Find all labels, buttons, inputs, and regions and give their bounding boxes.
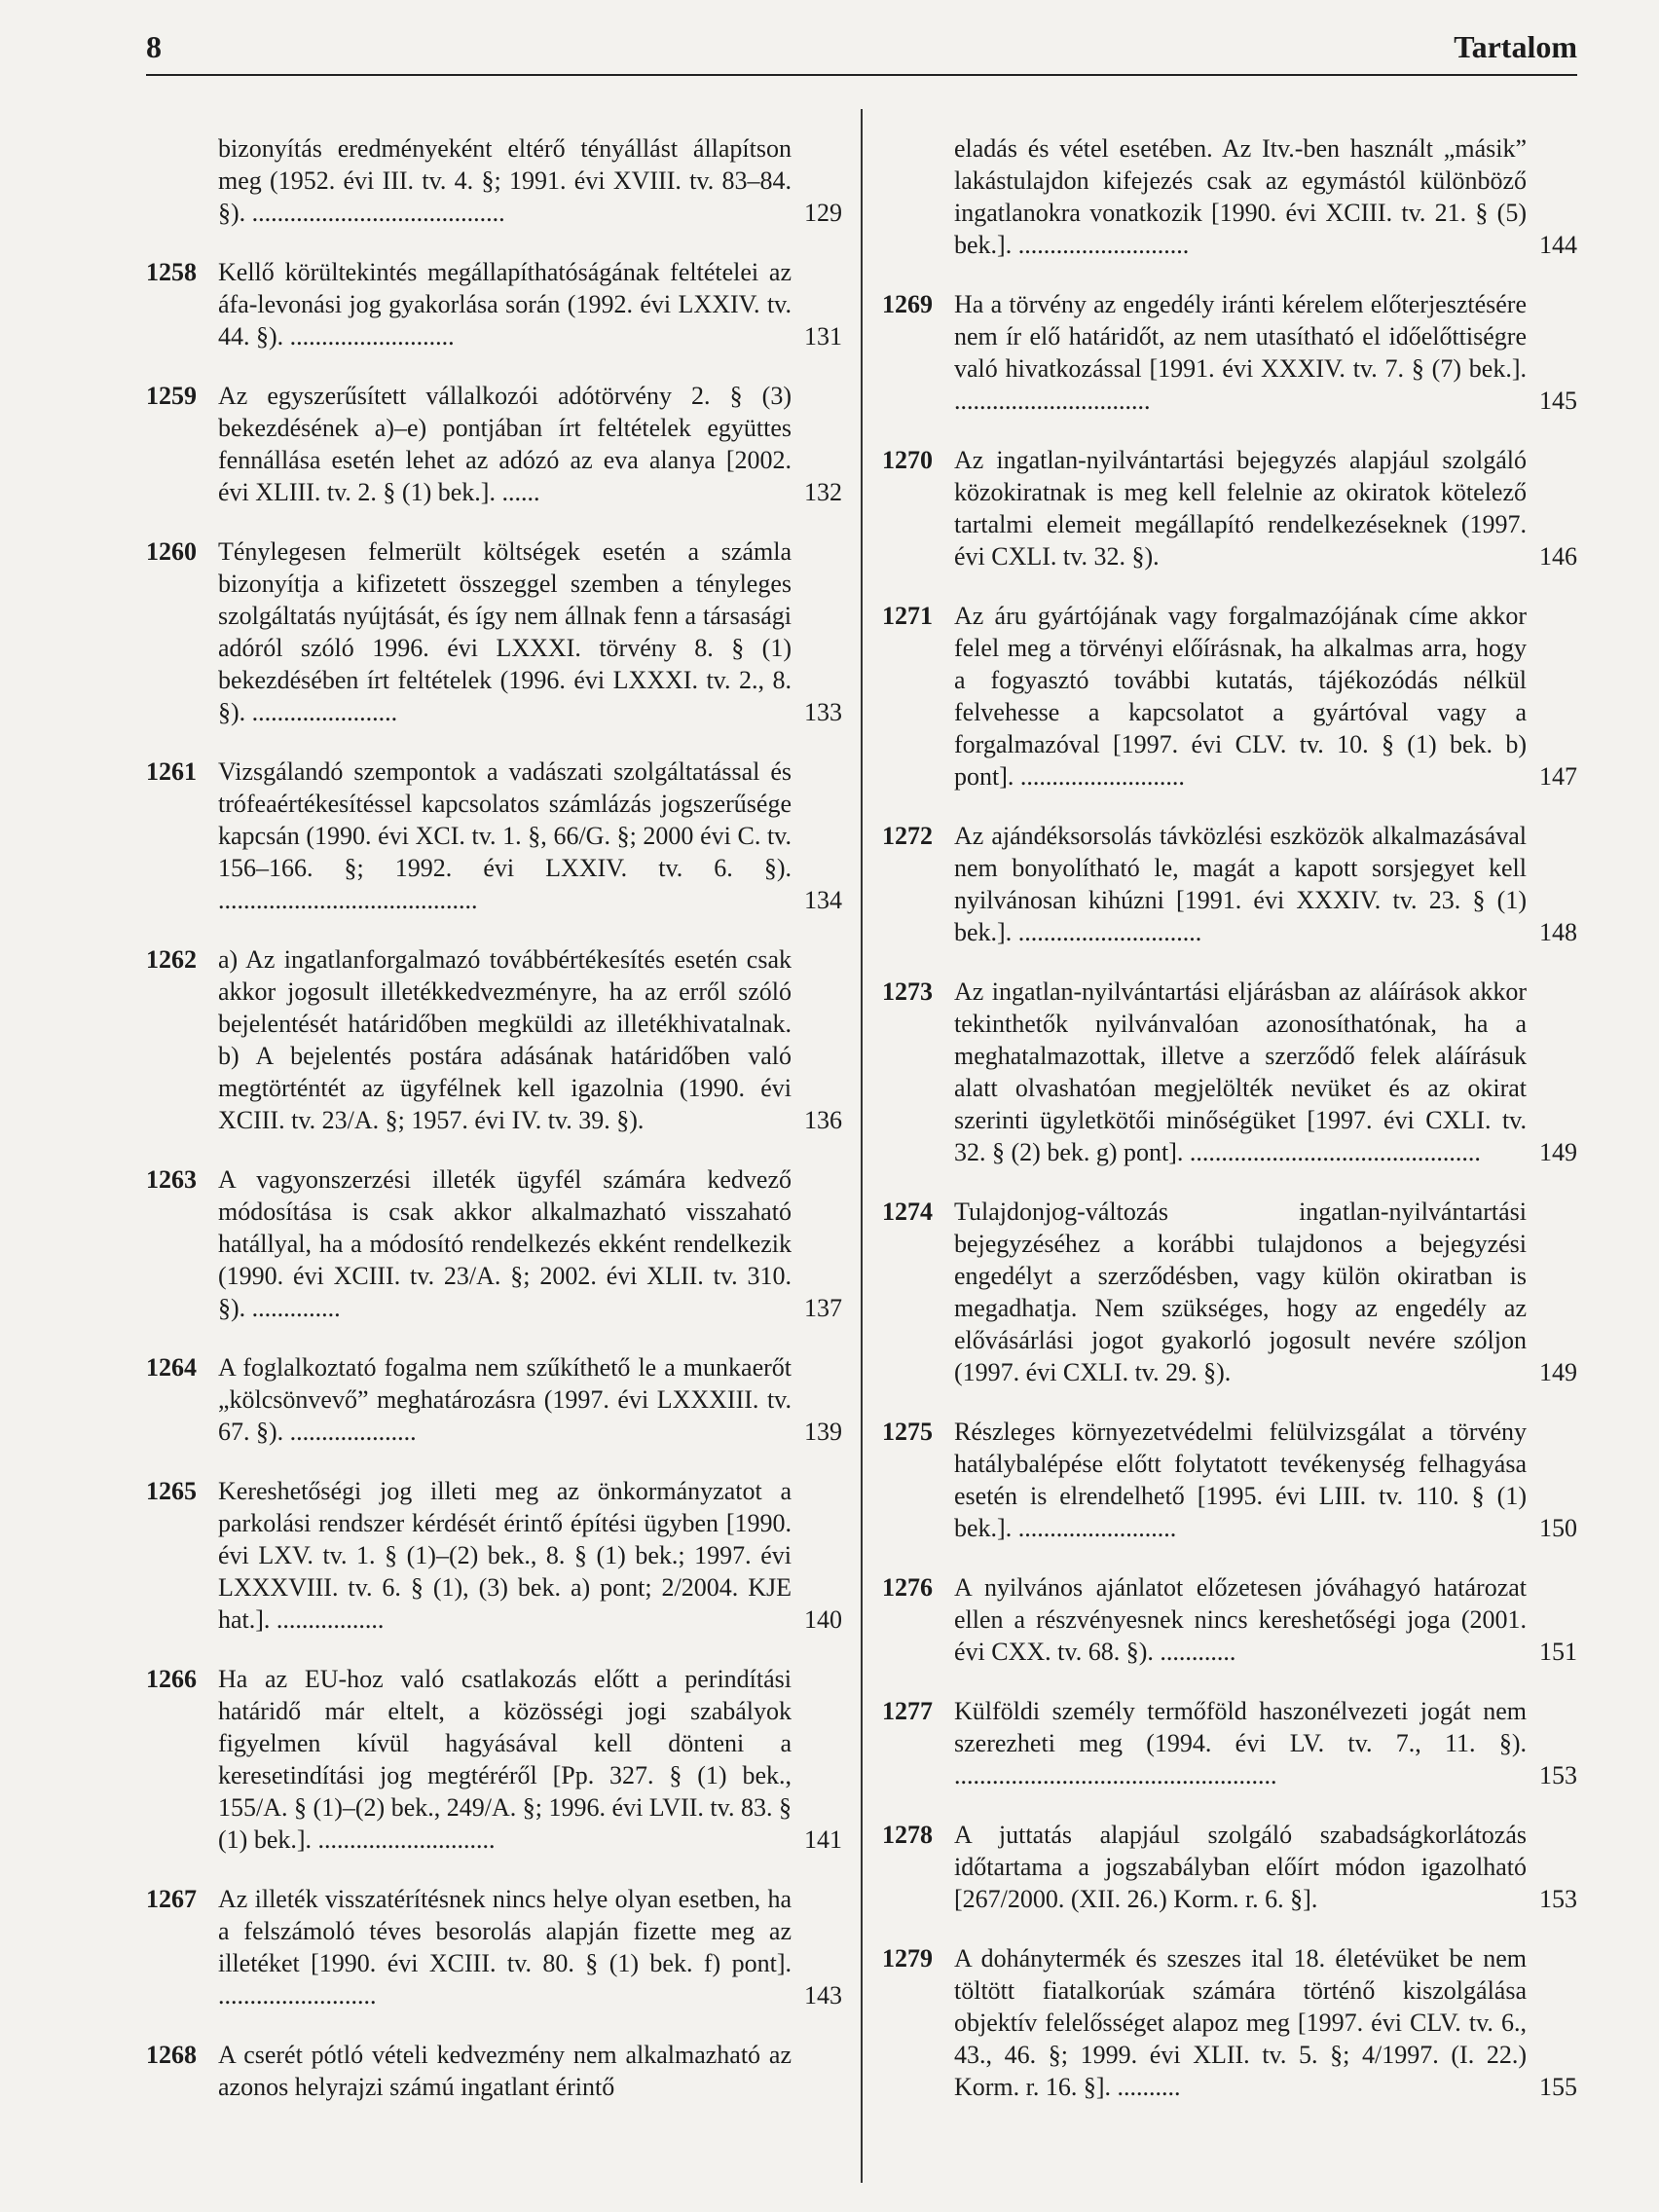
- entry-page: 149: [1539, 1138, 1577, 1166]
- right-column: [882, 105, 1577, 2103]
- toc-entry: [882, 444, 1577, 572]
- toc-entry: [882, 132, 1577, 261]
- entry-number: 1271: [882, 602, 933, 630]
- entry-text: Ha a törvény az engedély iránti kérelem előterjesztésére nem ír elő határidőt, az nem utasítható el időelőttiségre való hivatkozással [1991. évi XXXIV. tv. 7. § (7) bek.]. ...............................: [954, 290, 1527, 415]
- entry-text: a) Az ingatlanforgalmazó továbbértékesítés esetén csak akkor jogosult illetékkedvezményre, ha az erről szóló bejelentését határidőben megküldi az illetékhivatalnak. b) A bejelentés postára adásának határidőben való megtörténtét az ügyfélnek kell igazolnia (1990. évi XCIII. tv. 23/A. §; 1957. évi IV. tv. 39. §).: [218, 945, 792, 1134]
- entry-page: 137: [804, 1294, 842, 1322]
- entry-number: 1263: [146, 1165, 197, 1194]
- page-number: 8: [146, 29, 162, 64]
- toc-entry: [882, 1695, 1577, 1791]
- entry-page: 129: [804, 199, 842, 227]
- entry-page: 147: [1539, 762, 1577, 791]
- entry-page: 134: [804, 886, 842, 914]
- toc-entry: [146, 1351, 842, 1448]
- entry-number: 1265: [146, 1477, 197, 1505]
- entry-text: Külföldi személy termőföld haszonélvezeti jogát nem szerezheti meg (1994. évi LV. tv. 7., 11. §). ...................................................: [954, 1697, 1527, 1789]
- entry-page: 136: [804, 1106, 842, 1134]
- section-title: Tartalom: [1454, 29, 1577, 64]
- entry-number: 1274: [882, 1198, 933, 1226]
- toc-entry: [146, 535, 842, 728]
- entry-number: 1264: [146, 1353, 197, 1382]
- entry-page: 153: [1539, 1761, 1577, 1789]
- left-column: [146, 105, 842, 2103]
- entry-page: 140: [804, 1605, 842, 1634]
- entry-text: Ha az EU-hoz való csatlakozás előtt a perindítási határidő már eltelt, a közösségi jogi szabályok figyelmen kívül hagyásával kell dönteni a keresetindítási jog megtéréről [Pp. 327. § (1) bek., 155/A. § (1)–(2) bek., 249/A. §; 1996. évi LVII. tv. 83. § (1) bek.]. ............................: [218, 1665, 792, 1854]
- toc-entry: [882, 600, 1577, 793]
- entry-number: 1273: [882, 977, 933, 1006]
- entry-text: eladás és vétel esetében. Az Itv.-ben használt „másik” lakástulajdon kifejezés csak az egymástól különböző ingatlanokra vonatkozik [1990. évi XCIII. tv. 21. § (5) bek.]. ...........................: [954, 134, 1527, 259]
- entry-page: 149: [1539, 1358, 1577, 1386]
- entry-page: 141: [804, 1825, 842, 1854]
- entry-text: A vagyonszerzési illeték ügyfél számára kedvező módosítása is csak akkor alkalmazható visszaható hatállyal, ha a módosító rendelkezés ekként rendelkezik (1990. évi XCIII. tv. 23/A. §; 2002. évi XLII. tv. 310. §). ..............: [218, 1165, 792, 1322]
- entry-number: 1278: [882, 1821, 933, 1849]
- entry-number: 1259: [146, 382, 197, 410]
- entry-number: 1269: [882, 290, 933, 318]
- entry-text: A juttatás alapjául szolgáló szabadságkorlátozás időtartama a jogszabályban előírt módon igazolható [267/2000. (XII. 26.) Korm. r. 6. §].: [954, 1821, 1527, 1913]
- entry-text: A nyilvános ajánlatot előzetesen jóváhagyó határozat ellen a részvényesnek nincs kereshetőségi joga (2001. évi CXX. tv. 68. §). ............: [954, 1573, 1527, 1666]
- entry-text: bizonyítás eredményeként eltérő tényállást állapítson meg (1952. évi III. tv. 4. §; 1991. évi XVIII. tv. 83–84. §). ........................................: [218, 134, 792, 227]
- entry-text: Ténylegesen felmerült költségek esetén a számla bizonyítja a kifizetett összeggel szemben a tényleges szolgáltatás nyújtását, és így nem állnak fenn a társasági adóról szóló 1996. évi LXXXI. törvény 8. § (1) bekezdésében írt feltételek (1996. évi LXXXI. tv. 2., 8. §). .......................: [218, 537, 792, 726]
- entry-page: 153: [1539, 1885, 1577, 1913]
- toc-entry: [146, 256, 842, 352]
- entry-page: 131: [804, 322, 842, 350]
- entry-number: 1272: [882, 822, 933, 850]
- toc-entry: [882, 1819, 1577, 1915]
- entry-page: 146: [1539, 542, 1577, 571]
- entry-page: 150: [1539, 1514, 1577, 1542]
- toc-entry: [882, 1942, 1577, 2103]
- entry-number: 1260: [146, 537, 197, 566]
- entry-text: Az illeték visszatérítésnek nincs helye olyan esetben, ha a felszámoló téves besorolás alapján fizette meg az illetéket [1990. évi XCIII. tv. 80. § (1) bek. f) pont]. .........................: [218, 1885, 792, 2009]
- toc-entry: [882, 1416, 1577, 1544]
- entry-number: 1276: [882, 1573, 933, 1602]
- toc-entry: [146, 1475, 842, 1636]
- entry-page: 143: [804, 1981, 842, 2009]
- entry-page: 155: [1539, 2073, 1577, 2101]
- toc-entry: [882, 1196, 1577, 1388]
- toc-entry: [146, 943, 842, 1136]
- entry-number: 1279: [882, 1944, 933, 1972]
- toc-entry: [882, 820, 1577, 948]
- entry-text: Az ajándéksorsolás távközlési eszközök alkalmazásával nem bonyolítható le, magát a kapott sorsjegyet kell nyilvánosan kihúzni [1991. évi XXXIV. tv. 23. § (1) bek.]. .............................: [954, 822, 1527, 946]
- entry-text: Az ingatlan-nyilvántartási bejegyzés alapjául szolgáló közokiratnak is meg kell felelnie az okiratok kötelező tartalmi elemeit megállapító rendelkezéseknek (1997. évi CXLI. tv. 32. §).: [954, 446, 1527, 571]
- entry-page: 148: [1539, 918, 1577, 946]
- toc-entry: [882, 976, 1577, 1168]
- toc-entry: [146, 1163, 842, 1324]
- entry-text: Részleges környezetvédelmi felülvizsgálat a törvény hatálybalépése előtt folytatott tevékenység felhagyása esetén is elrendelhető [1995. évi LIII. tv. 110. § (1) bek.]. .........................: [954, 1418, 1527, 1542]
- entry-text: Kereshetőségi jog illeti meg az önkormányzatot a parkolási rendszer kérdését érintő építési ügyben [1990. évi LXV. tv. 1. § (1)–(2) bek., 8. § (1) bek.; 1997. évi LXXXVIII. tv. 6. § (1), (3) bek. a) pont; 2/2004. KJE hat.]. .................: [218, 1477, 792, 1634]
- header-rule: [146, 74, 1577, 76]
- entry-text: A foglalkoztató fogalma nem szűkíthető le a munkaerőt „kölcsönvevő” meghatározásra (1997. évi LXXXIII. tv. 67. §). ....................: [218, 1353, 792, 1446]
- entry-number: 1267: [146, 1885, 197, 1913]
- entry-text: Az egyszerűsített vállalkozói adótörvény 2. § (3) bekezdésének a)–e) pontjában írt feltételek együttes fennállása esetén lehet az adózó az eva alanya [2002. évi XLIII. tv. 2. § (1) bek.]. ......: [218, 382, 792, 506]
- entry-text: Tulajdonjog-változás ingatlan-nyilvántartási bejegyzéséhez a korábbi tulajdonos a bejegyzési engedélyt a szerződésben, vagy külön okiratban is megadhatja. Nem szükséges, hogy az engedély az elővásárlási jogot gyakorló jogosult nevére szóljon (1997. évi CXLI. tv. 29. §).: [954, 1198, 1527, 1386]
- toc-entry: [146, 1663, 842, 1856]
- entry-number: 1270: [882, 446, 933, 474]
- entry-page: 144: [1539, 231, 1577, 259]
- toc-entry: [146, 380, 842, 508]
- entry-text: A cserét pótló vételi kedvezmény nem alkalmazható az azonos helyrajzi számú ingatlant érintő: [218, 2041, 792, 2101]
- entry-number: 1258: [146, 258, 197, 286]
- entry-page: 132: [804, 478, 842, 506]
- entry-number: 1261: [146, 757, 197, 786]
- entry-page: 139: [804, 1418, 842, 1446]
- entry-number: 1262: [146, 945, 197, 974]
- entry-text: Vizsgálandó szempontok a vadászati szolgáltatással és trófeaértékesítéssel kapcsolatos számlázás jogszerűsége kapcsán (1990. évi XCI. tv. 1. §, 66/G. §; 2000 évi C. tv. 156–166. §; 1992. évi LXXIV. tv. 6. §). .........................................: [218, 757, 792, 914]
- entry-text: Az ingatlan-nyilvántartási eljárásban az aláírások akkor tekinthetők nyilvánvalóan azonosíthatónak, ha a meghatalmazottak, illetve a szerződő felek aláírásuk alatt olvashatóan megjelölték nevüket és az okirat szerinti ügyletkötői minőségüket [1997. évi CXLI. tv. 32. § (2) bek. g) pont]. ..............................................: [954, 977, 1527, 1166]
- entry-page: 145: [1539, 387, 1577, 415]
- entry-number: 1266: [146, 1665, 197, 1693]
- entry-number: 1275: [882, 1418, 933, 1446]
- toc-entry: [146, 1883, 842, 2011]
- entry-page: 151: [1539, 1638, 1577, 1666]
- toc-entry: [882, 288, 1577, 417]
- entry-number: 1268: [146, 2041, 197, 2069]
- toc-entry: [146, 2039, 842, 2103]
- entry-number: 1277: [882, 1697, 933, 1725]
- entry-page: 133: [804, 698, 842, 726]
- toc-entry: [882, 1571, 1577, 1668]
- toc-entry: [146, 756, 842, 916]
- entry-text: A dohánytermék és szeszes ital 18. életévüket be nem töltött fiatalkorúak számára történő kiszolgálása objektív felelősséget alapoz meg [1997. évi CLV. tv. 6., 43., 46. §; 1999. évi XLII. tv. 5. §; 4/1997. (I. 22.) Korm. r. 16. §]. ..........: [954, 1944, 1527, 2101]
- column-divider: [861, 109, 863, 2183]
- entry-text: Kellő körültekintés megállapíthatóságának feltételei az áfa-levonási jog gyakorlása során (1992. évi LXXIV. tv. 44. §). ..........................: [218, 258, 792, 350]
- toc-entry: [146, 132, 842, 229]
- entry-text: Az áru gyártójának vagy forgalmazójának címe akkor felel meg a törvényi előírásnak, ha alkalmas arra, hogy a fogyasztó további kutatás, tájékozódás nélkül felvehesse a kapcsolatot a gyártóval vagy a forgalmazóval [1997. évi CLV. tv. 10. § (1) bek. b) pont]. ..........................: [954, 602, 1527, 791]
